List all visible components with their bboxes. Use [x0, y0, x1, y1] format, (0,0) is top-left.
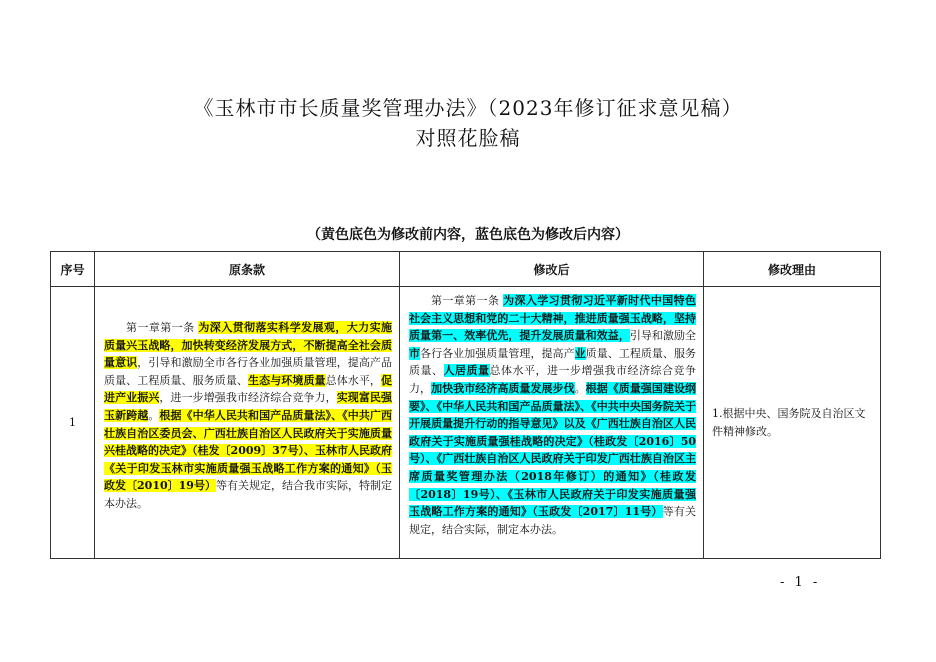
text-segment: ，引导和激励全市各行各业加强质量管理，提高产品质量、工程质量、服务质量、 — [104, 356, 393, 387]
highlight-after-segment: 市 — [409, 346, 421, 360]
document-subtitle: 对照花脸稿 — [415, 126, 521, 150]
text-segment: 。 — [574, 381, 586, 395]
header-original: 原条款 — [95, 252, 400, 287]
row-index: 1 — [51, 287, 95, 559]
document-title: 《玉林市市长质量奖管理办法》（2023年修订征求意见稿） — [193, 96, 743, 120]
revised-clause-cell — [400, 287, 704, 559]
highlight-after-segment: 业 — [574, 346, 586, 360]
comparison-table — [50, 251, 881, 559]
highlight-before-segment: 根据《中华人民共和国产品质量法》、《中共广西壮族自治区委员会、广西壮族自治区人民政府关于实施质量兴桂战略的决定》（桂发〔2009〕37号）、玉林市人民政府《关于印发玉林市实施质量强玉战略工作方案的通知》（玉政发〔2010〕19号） — [104, 408, 393, 493]
highlight-before-segment: 为深入贯彻落实科学发展观，大力实施质量兴玉战略，加快转变经济发展方式，不断提高全社会质量意识 — [104, 321, 392, 370]
header-index: 序号 — [51, 252, 95, 287]
text-segment: 质量、工程质量、服务质量、 — [409, 346, 697, 378]
highlight-before-segment: 促进产业振兴 — [104, 373, 393, 405]
highlight-before-segment: 生态与环境质量 — [248, 373, 326, 387]
highlight-after-segment: 为深入学习贯彻习近平新时代中国特色社会主义思想和党的二十大精神，推进质量强玉战略，坚持质量第一、效率优先，提升发展质量和效益， — [409, 294, 697, 343]
text-segment: 等有关规定，结合实际，制定本办法。 — [409, 505, 697, 536]
text-segment: 。 — [148, 408, 160, 422]
highlight-before-segment: 实现富民强玉新跨越 — [104, 391, 393, 422]
table-header-row — [51, 252, 881, 287]
text-segment: 引导和激励全 — [629, 329, 697, 343]
highlight-after-segment: 人居质量 — [443, 364, 490, 378]
header-reason: 修改理由 — [704, 252, 881, 287]
highlight-after-segment: 加快我市经济高质量发展步伐 — [431, 381, 575, 395]
text-segment: 各行各业加强质量管理，提高产 — [420, 346, 575, 360]
table-row — [51, 287, 881, 559]
text-segment: 总体水平，进一步增强我市经济综合竞争力， — [409, 364, 696, 395]
highlight-after-segment: 根据《质量强国建设纲要》、《中华人民共和国产品质量法》、《中共中央国务院关于开展质量提升行动的指导意见》以及《广西壮族自治区人民政府关于实施质量强桂战略的决定》（桂政发〔2016〕50号）、《广西壮族自治区人民政府关于印发广西壮族自治区主席质量奖管理办法（2018年修订）的通知》（桂政发〔2018〕19号）、《玉林市人民政府关于印发实施质量强玉战略工作方案的通知》（玉政发〔2017〕11号） — [409, 381, 697, 519]
revised-clause-text — [401, 288, 702, 538]
text-segment: 等有关规定，结合我市实际，特制定本办法。 — [104, 479, 392, 510]
page-number: - 1 - — [780, 575, 821, 590]
text-segment: 总体水平， — [325, 373, 382, 387]
text-segment: 第一章第一条 — [126, 321, 199, 334]
original-clause-cell — [95, 287, 400, 559]
text-segment: ，进一步增强我市经济综合竞争力， — [159, 391, 337, 405]
legend-note: （黄色底色为修改前内容，蓝色底色为修改后内容） — [307, 227, 629, 243]
text-segment: 第一章第一条 — [431, 294, 504, 307]
header-revised: 修改后 — [400, 252, 704, 287]
revision-reason: 1.根据中央、国务院及自治区文件精神修改。 — [704, 287, 881, 559]
original-clause-text — [96, 288, 398, 513]
